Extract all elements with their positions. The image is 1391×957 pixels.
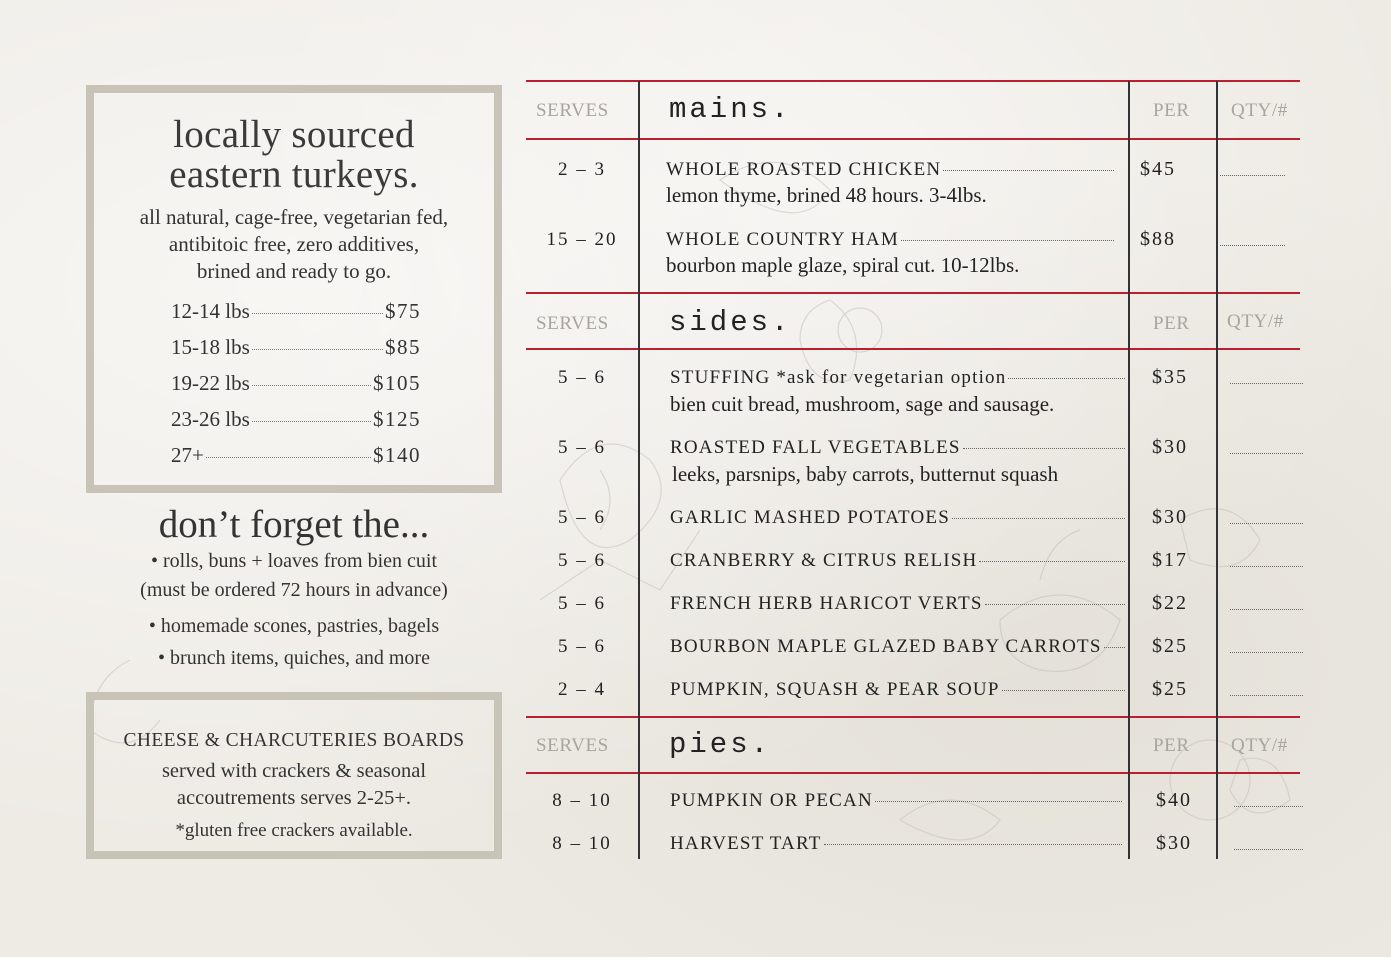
dot-leader [252, 349, 383, 350]
turkey-price: $140 [373, 443, 421, 467]
turkey-title [94, 115, 494, 195]
item-name: GARLIC MASHED POTATOES [670, 507, 950, 528]
dot-leader [824, 844, 1122, 845]
menu-item [670, 790, 1122, 812]
item-name: WHOLE COUNTRY HAM [666, 229, 899, 250]
qty-header: QTY/# [1227, 311, 1284, 332]
item-serves: 5 – 6 [558, 593, 606, 614]
item-description: leeks, parsnips, baby carrots, butternut squash [672, 462, 1059, 486]
dot-leader [875, 801, 1122, 802]
item-name: ROASTED FALL VEGETABLES [670, 437, 961, 458]
qty-field[interactable] [1234, 806, 1303, 807]
menu-item [670, 507, 1125, 529]
turkey-price-row [171, 371, 421, 401]
item-name: BOURBON MAPLE GLAZED BABY CARROTS [670, 636, 1102, 657]
item-price: $17 [1152, 549, 1188, 571]
qty-field[interactable] [1220, 175, 1285, 176]
per-header: PER [1153, 313, 1190, 334]
column-divider [638, 81, 640, 859]
section-rule [526, 80, 1300, 82]
turkey-desc-line-2: antibitoic free, zero additives, [168, 232, 420, 256]
item-name: CRANBERRY & CITRUS RELISH [670, 550, 978, 571]
item-name: PUMPKIN, SQUASH & PEAR SOUP [670, 679, 1000, 700]
menu-item [670, 679, 1125, 701]
item-serves: 8 – 10 [552, 833, 612, 854]
extras-title: don’t forget the... [158, 503, 430, 546]
turkey-price-row [171, 299, 421, 329]
turkey-price: $75 [385, 299, 421, 323]
item-serves: 15 – 20 [546, 229, 618, 250]
item-serves: 8 – 10 [552, 790, 612, 811]
dot-leader [252, 385, 371, 386]
item-serves: 5 – 6 [558, 367, 606, 388]
turkey-weight: 15-18 lbs [171, 335, 250, 359]
item-price: $35 [1152, 366, 1188, 388]
item-name: STUFFING *ask for vegetarian option [670, 367, 1007, 388]
item-price: $45 [1140, 158, 1176, 180]
section-rule [526, 772, 1300, 774]
menu-item [670, 367, 1125, 389]
boards-description [94, 758, 494, 812]
dot-leader [1008, 378, 1125, 379]
qty-field[interactable] [1230, 566, 1303, 567]
menu-item [670, 636, 1125, 658]
qty-field[interactable] [1234, 849, 1303, 850]
item-price: $30 [1152, 506, 1188, 528]
column-divider [1216, 81, 1218, 859]
section-rule [526, 292, 1300, 294]
item-price: $30 [1156, 832, 1192, 854]
turkey-desc-line-3: brined and ready to go. [196, 259, 392, 283]
section-rule [526, 716, 1300, 718]
per-header: PER [1153, 100, 1190, 121]
turkey-weight: 27+ [171, 443, 204, 467]
dot-leader [901, 240, 1114, 241]
mains-title: mains. [669, 93, 792, 126]
item-price: $30 [1152, 436, 1188, 458]
serves-header: SERVES [536, 735, 609, 756]
item-serves: 2 – 4 [558, 679, 606, 700]
qty-header: QTY/# [1231, 100, 1288, 121]
menu-item [670, 833, 1122, 855]
dot-leader [252, 421, 371, 422]
turkey-price-row [171, 335, 421, 365]
dot-leader [1002, 690, 1125, 691]
sides-title: sides. [669, 306, 792, 339]
cheese-boards-box [86, 692, 502, 859]
item-serves: 5 – 6 [558, 507, 606, 528]
serves-header: SERVES [536, 100, 609, 121]
pies-title: pies. [669, 728, 772, 761]
dot-leader [963, 448, 1125, 449]
serves-header: SERVES [536, 313, 609, 334]
qty-header: QTY/# [1231, 735, 1288, 756]
qty-field[interactable] [1230, 695, 1303, 696]
turkey-price: $105 [373, 371, 421, 395]
item-name: WHOLE ROASTED CHICKEN [666, 159, 942, 180]
qty-field[interactable] [1230, 652, 1303, 653]
item-name: FRENCH HERB HARICOT VERTS [670, 593, 983, 614]
turkey-weight: 23-26 lbs [171, 407, 250, 431]
column-divider [1128, 81, 1130, 859]
item-price: $25 [1152, 635, 1188, 657]
turkey-weight: 12-14 lbs [171, 299, 250, 323]
item-serves: 2 – 3 [558, 159, 606, 180]
item-price: $88 [1140, 228, 1176, 250]
extras-line: (must be ordered 72 hours in advance) [140, 579, 448, 601]
menu-item [666, 159, 1114, 181]
turkey-price: $85 [385, 335, 421, 359]
dot-leader [1104, 647, 1125, 648]
turkey-description [94, 204, 494, 285]
turkey-price: $125 [373, 407, 421, 431]
turkey-weight: 19-22 lbs [171, 371, 250, 395]
per-header: PER [1153, 735, 1190, 756]
turkey-title-line-2: eastern turkeys. [169, 153, 419, 196]
boards-note: *gluten free crackers available. [175, 820, 413, 841]
item-name: HARVEST TART [670, 833, 822, 854]
extras-line: • homemade scones, pastries, bagels [148, 615, 440, 637]
boards-desc-line-1: served with crackers & seasonal [161, 760, 427, 782]
item-serves: 5 – 6 [558, 550, 606, 571]
dot-leader [252, 313, 383, 314]
dot-leader [206, 457, 371, 458]
dot-leader [952, 518, 1125, 519]
dot-leader [979, 561, 1125, 562]
item-serves: 5 – 6 [558, 636, 606, 657]
dot-leader [943, 170, 1114, 171]
item-price: $22 [1152, 592, 1188, 614]
qty-field[interactable] [1230, 609, 1303, 610]
section-rule [526, 138, 1300, 140]
qty-field[interactable] [1230, 383, 1303, 384]
item-serves: 5 – 6 [558, 437, 606, 458]
turkey-info-box [86, 85, 502, 493]
item-price: $40 [1156, 789, 1192, 811]
turkey-price-row [171, 443, 421, 473]
dot-leader [985, 604, 1125, 605]
boards-desc-line-2: accoutrements serves 2-25+. [176, 787, 412, 809]
item-description: lemon thyme, brined 48 hours. 3-4lbs. [666, 183, 987, 207]
item-description: bien cuit bread, mushroom, sage and sausage. [670, 392, 1055, 416]
item-description: bourbon maple glaze, spiral cut. 10-12lbs. [666, 253, 1020, 277]
turkey-title-line-1: locally sourced [173, 113, 415, 156]
menu-item [666, 229, 1114, 251]
menu-item [670, 550, 1125, 572]
boards-title: CHEESE & CHARCUTERIES BOARDS [123, 730, 465, 751]
qty-field[interactable] [1230, 523, 1303, 524]
menu-item [670, 593, 1125, 615]
section-rule [526, 348, 1300, 350]
turkey-desc-line-1: all natural, cage-free, vegetarian fed, [139, 205, 449, 229]
item-name: PUMPKIN OR PECAN [670, 790, 873, 811]
menu-item [670, 437, 1125, 459]
turkey-price-row [171, 407, 421, 437]
extras-line: • brunch items, quiches, and more [158, 647, 430, 669]
qty-field[interactable] [1230, 453, 1303, 454]
extras-line: • rolls, buns + loaves from bien cuit [150, 550, 437, 572]
qty-field[interactable] [1220, 245, 1285, 246]
item-price: $25 [1152, 678, 1188, 700]
